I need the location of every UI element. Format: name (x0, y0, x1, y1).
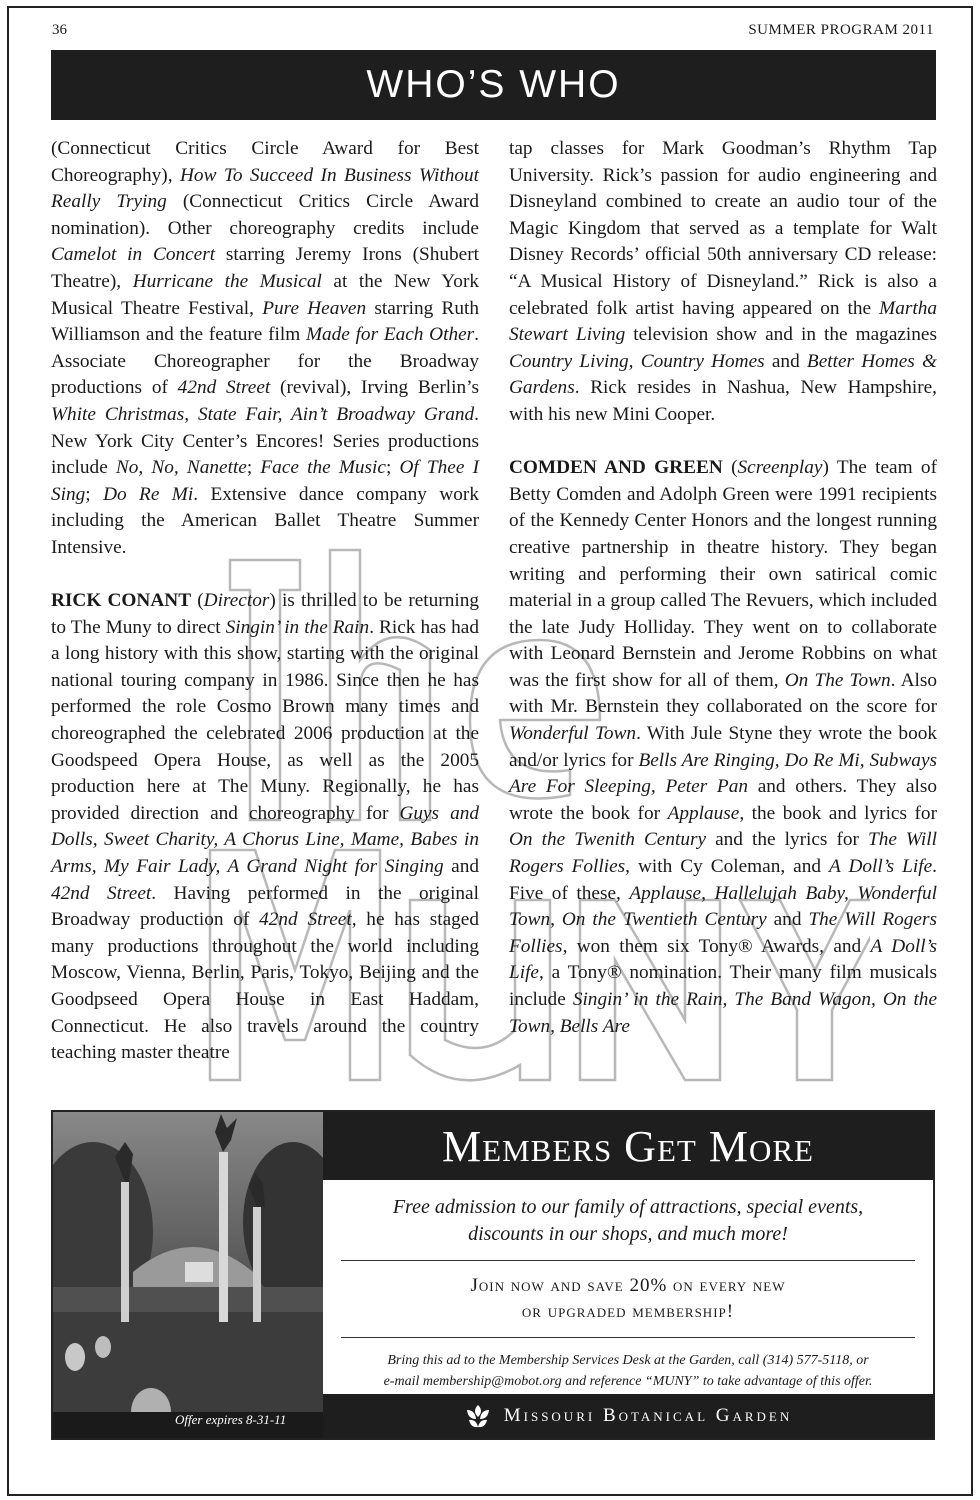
title-italic: Applause (667, 802, 740, 824)
title-italic: Hurricane the Musical (132, 270, 322, 292)
bio-name: RICK CONANT (51, 590, 192, 612)
title-italic: Guys and Dolls, Sweet Charity, A Chorus Line, Mame, Babes in Arms, My Fair Lady, A Grand Night for Singing (51, 802, 479, 878)
sculpture-illustration (53, 1112, 323, 1438)
text-run: , won them six Tony® Awards, and (562, 935, 871, 957)
title-italic: On the Twenith Century (509, 829, 707, 851)
text-run: and the lyrics for (706, 829, 868, 851)
ad-join-offer (323, 1273, 933, 1325)
program-title: SUMMER PROGRAM 2011 (748, 22, 934, 38)
left-paragraph-1 (51, 136, 479, 562)
title-italic: A Doll’s Life (829, 856, 933, 878)
title-italic: Face the Music (260, 457, 386, 479)
title-italic: Better Homes & Gardens (509, 350, 937, 399)
text-run: (Connecticut Critics Circle Award nomination). Other choreography credits include (51, 191, 479, 239)
ad-join-line-1: Join now and save 20% on every new (470, 1275, 786, 1296)
page-number: 36 (52, 22, 67, 38)
right-paragraph-2 (509, 455, 937, 1040)
text-run: . Five of these, (509, 856, 937, 904)
organization-name: Missouri Botanical Garden (503, 1405, 793, 1426)
ad-tagline-line-2: discounts in our shops, and much more! (468, 1223, 788, 1245)
text-run: ; (246, 457, 261, 479)
ad-divider-2 (341, 1337, 915, 1338)
text-run: starring Jeremy Irons (Shubert Theatre), (51, 244, 479, 292)
text-run: . Rick resides in Nashua, New Hampshire, with his new Mini Cooper. (509, 377, 937, 425)
title-italic: Do Re Mi (103, 483, 194, 505)
left-paragraph-2 (51, 588, 479, 1067)
title-italic: White Christmas, State Fair, Ain’t Broadway Grand (51, 403, 475, 425)
title-italic: Director (203, 590, 270, 612)
title-italic: On The Town (784, 669, 891, 691)
text-run: ) is thrilled to be returning to The Muny to direct (51, 590, 479, 638)
right-paragraph-1 (509, 136, 937, 429)
bio-name: COMDEN AND GREEN (509, 457, 723, 479)
text-run: (revival), Irving Berlin’s (270, 377, 479, 399)
text-run: , he has staged many productions throughout the world including Moscow, Vienna, Berlin, Paris, Tokyo, Beijing and the Goodpseed Opera House in East Haddam, Connecticut. He also travels around the country teaching master theatre (51, 909, 479, 1064)
title-italic: Camelot in Concert (51, 244, 216, 266)
text-run: . With Jule Styne they wrote the book and/or lyrics for (509, 723, 937, 771)
garden-photo (53, 1112, 323, 1438)
offer-expiration: Offer expires 8-31-11 (175, 1412, 287, 1427)
leaf-emblem-icon (464, 1403, 492, 1429)
text-run: , with Cy Coleman, and (625, 856, 830, 878)
text-run: and (766, 909, 809, 931)
ad-headline: Members Get More (442, 1121, 814, 1171)
text-run: . Associate Choreographer for the Broadway productions of (51, 324, 479, 399)
text-run: and (764, 350, 807, 372)
title-italic: Applause, Hallelujah Baby, Wonderful Town, On the Twentieth Century (509, 882, 937, 931)
ad-fine-print (323, 1350, 933, 1392)
ad-headline-bar (323, 1112, 933, 1180)
text-run: ; (385, 457, 400, 479)
right-column (509, 136, 937, 1040)
title-italic: Country Living, Country Homes (509, 350, 765, 372)
text-run: television show and in the magazines (625, 324, 937, 346)
text-run: starring Ruth Williamson and the feature film (51, 297, 479, 346)
title-italic: Of Thee I Sing (51, 457, 479, 505)
membership-ad (51, 1110, 935, 1440)
title-italic: Singin’ in the Rain (225, 616, 370, 638)
title-italic: The Will Rogers Follies (509, 829, 937, 878)
ad-content (323, 1112, 933, 1438)
ad-tagline-line-1: Free admission to our family of attractions, special events, (392, 1196, 864, 1218)
section-banner (51, 50, 936, 120)
title-italic: A Doll’s Life (509, 935, 937, 984)
text-run: . Extensive dance company work including the American Ballet Theatre Summer Intensive. (51, 483, 479, 558)
text-run: ( (191, 590, 204, 612)
ad-footer-bar (323, 1394, 933, 1438)
text-run: and (443, 856, 479, 878)
ad-tagline (323, 1194, 933, 1248)
text-run: ) The team of Betty Comden and Adolph Green were 1991 recipients of the Kennedy Center Honors and the longest running creative partnership in theatre history. They began writing and performing their own satirical comic material in a group called The Revuers, which included the late Judy Holliday. They went on to collaborate with Leonard Bernstein and Jerome Robbins on what was the first show for all of them, (509, 457, 937, 691)
ad-fine-line-2: e-mail membership@mobot.org and reference “MUNY” to take advantage of this offer. (383, 1374, 873, 1389)
title-italic: No, No, Nanette (115, 457, 247, 479)
text-run: . Rick has had a long history with this show, starting with the original national touring company in 1986. Since then he has performed the role Cosmo Brown many times and choreographed the celebrated 2006 production at the Goodspeed Opera House, as well as the 2005 production here at The Muny. Regionally, he has provided direction and choreography for (51, 616, 479, 824)
ad-divider (341, 1260, 915, 1261)
ad-fine-line-1: Bring this ad to the Membership Services Desk at the Garden, call (314) 577-5118, or (387, 1353, 869, 1368)
title-italic: Bells Are Ringing, Do Re Mi, Subways Are For Sleeping, Peter Pan (509, 749, 938, 798)
text-run: and others. They also wrote the book for (509, 776, 937, 824)
text-run: , a Tony® nomination. Their many film musicals include (509, 962, 937, 1010)
text-run: . Having performed in the original Broadway production of (51, 882, 479, 931)
text-run: ; (85, 483, 104, 505)
title-italic: Screenplay (737, 457, 823, 479)
title-italic: How To Succeed In Business Without Really Trying (51, 164, 479, 213)
text-run: (Connecticut Critics Circle Award for Best Choreography), (51, 138, 479, 186)
title-italic: 42nd Street (51, 882, 152, 904)
title-italic: 42nd Street (259, 909, 352, 931)
title-italic: Martha Stewart Living (509, 297, 937, 346)
text-run: at the New York Musical Theatre Festival, (51, 270, 479, 319)
text-run: ( (722, 457, 738, 479)
title-italic: Wonderful Town (509, 723, 637, 745)
section-title: WHO’S WHO (366, 63, 621, 106)
ad-join-line-2: or upgraded membership! (521, 1301, 735, 1322)
title-italic: The Will Rogers Follies (509, 909, 937, 957)
text-run: tap classes for Mark Goodman’s Rhythm Tap University. Rick’s passion for audio engineering and Disneyland combined to create an audio tour of the Magic Kingdom that served as a template for Walt Disney Records’ official 50th anniversary CD release: “A Musical History of Disneyland.” Rick is also a celebrated folk artist having appeared on the (509, 138, 937, 319)
title-italic: Made for Each Other (305, 324, 475, 346)
title-italic: Singin’ in the Rain, The Band Wagon, On the Town, Bells Are (509, 989, 937, 1037)
left-column (51, 136, 479, 1067)
text-run: . New York City Center’s Encores! Series productions include (51, 403, 479, 479)
title-italic: Pure Heaven (262, 297, 367, 319)
text-run: , the book and lyrics for (739, 802, 937, 824)
title-italic: 42nd Street (177, 377, 271, 399)
text-run: . Also with Mr. Bernstein they collaborated on the score for (509, 669, 937, 718)
